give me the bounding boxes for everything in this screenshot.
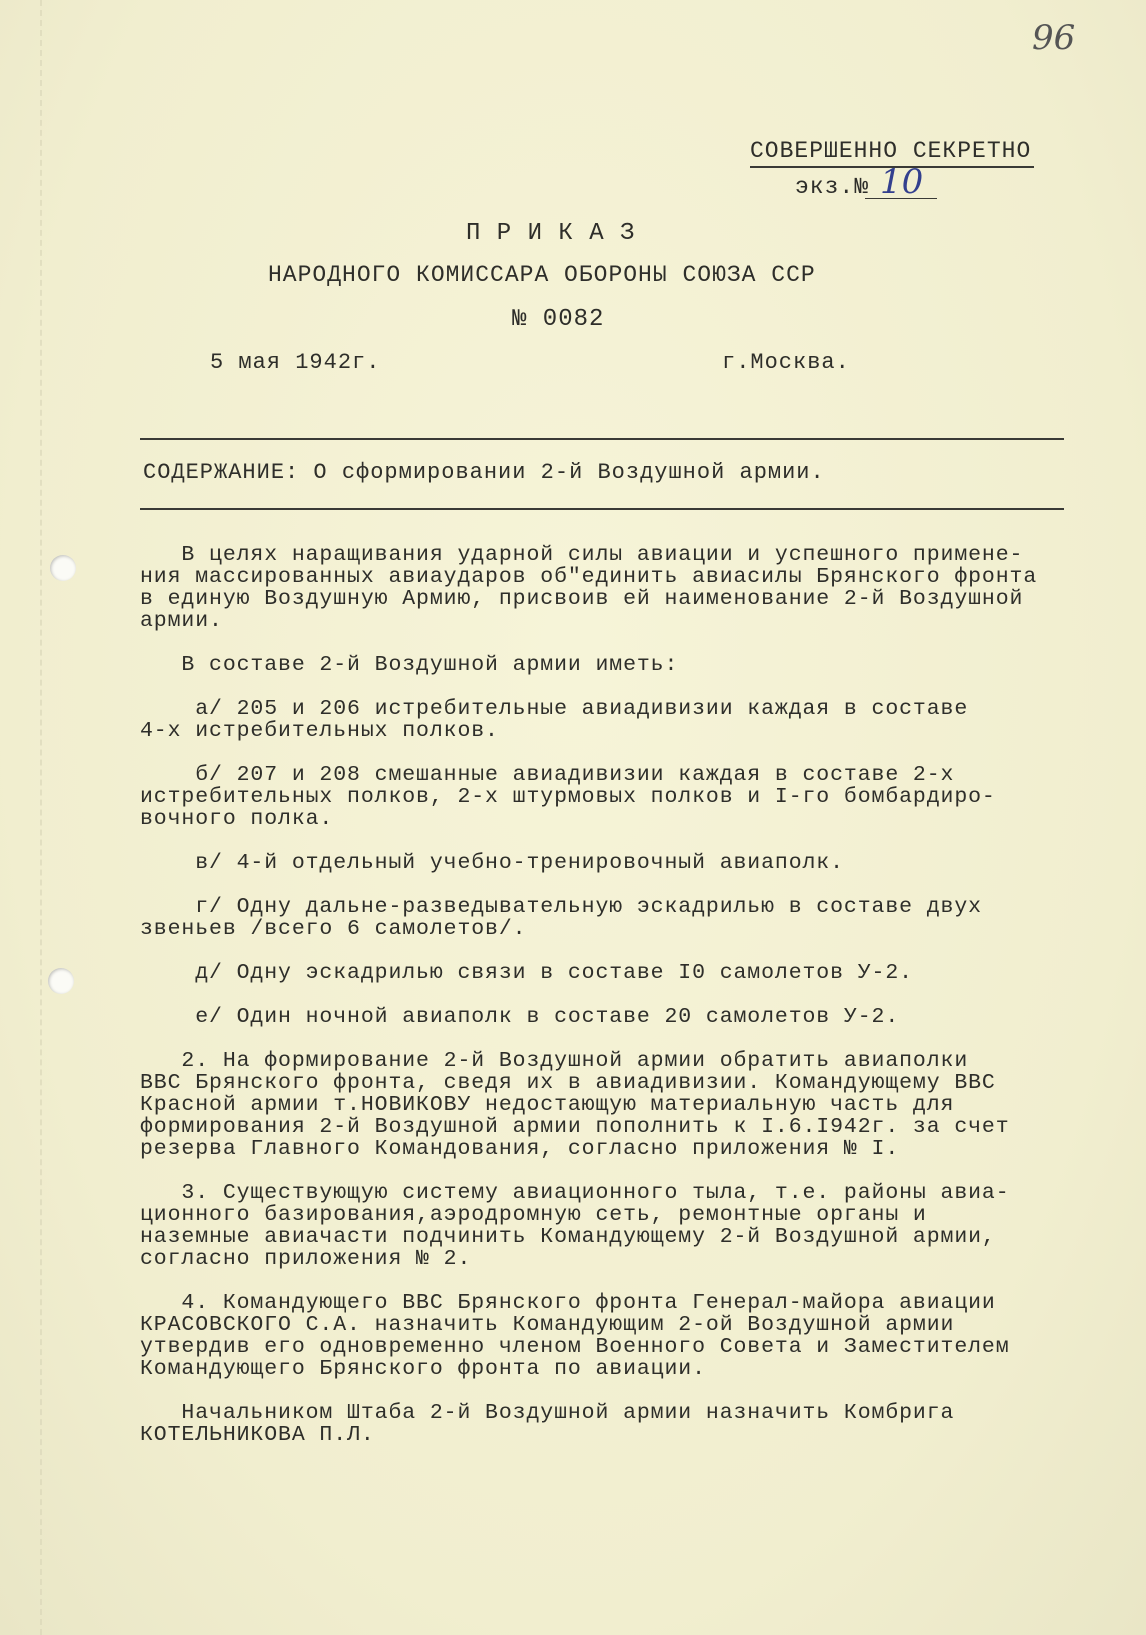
body-line: ционного базирования,аэродромную сеть, ремонтные органы и	[140, 1203, 927, 1227]
body-line: е/ Один ночной авиаполк в составе 20 самолетов У-2.	[140, 1005, 900, 1029]
body-line: КОТЕЛЬНИКОВА П.Л.	[140, 1423, 375, 1447]
body-line: наземные авиачасти подчинить Командующему 2-й Воздушной армии,	[140, 1225, 996, 1249]
copy-number: 10	[880, 162, 924, 202]
margin-line	[40, 0, 42, 1635]
body-line	[140, 676, 1060, 698]
bottom-divider	[140, 508, 1064, 510]
body-line: звеньев /всего 6 самолетов/.	[140, 917, 527, 941]
body-line: Красной армии т.НОВИКОВУ недостающую материальную часть для	[140, 1093, 955, 1117]
body-line: 4-х истребительных полков.	[140, 719, 499, 743]
body-line: В составе 2-й Воздушной армии иметь:	[140, 653, 679, 677]
body-text	[140, 544, 1060, 1446]
body-line	[140, 1380, 1060, 1402]
body-line: вочного полка.	[140, 807, 334, 831]
body-line: резерва Главного Командования, согласно приложения № I.	[140, 1137, 900, 1161]
body-line: утвердив его одновременно членом Военного Совета и Заместителем	[140, 1335, 1010, 1359]
document-title: П Р И К А З	[466, 220, 636, 247]
body-line	[140, 1160, 1060, 1182]
punch-hole	[48, 968, 74, 994]
order-date: 5 мая 1942г.	[210, 350, 381, 375]
body-line	[140, 632, 1060, 654]
body-line: в/ 4-й отдельный учебно-тренировочный авиаполк.	[140, 851, 844, 875]
body-line	[140, 830, 1060, 852]
page-number: 96	[1032, 18, 1076, 58]
body-line: армии.	[140, 609, 223, 633]
body-line: ния массированных авиаударов об"единить авиасилы Брянского фронта	[140, 565, 1038, 589]
punch-hole	[50, 555, 76, 581]
body-line: формирования 2-й Воздушной армии пополнить к I.6.I942г. за счет	[140, 1115, 1010, 1139]
body-line	[140, 1270, 1060, 1292]
body-line	[140, 984, 1060, 1006]
copy-label: экз.№	[795, 174, 870, 200]
body-line	[140, 874, 1060, 896]
body-line: истребительных полков, 2-х штурмовых полков и I-го бомбардиро-	[140, 785, 996, 809]
body-line: 3. Существующую систему авиационного тыла, т.е. районы авиа-	[140, 1181, 1010, 1205]
subject-line: СОДЕРЖАНИЕ: О сформировании 2-й Воздушной армии.	[143, 460, 825, 485]
body-line: в единую Воздушную Армию, присвоив ей наименование 2-й Воздушной	[140, 587, 1024, 611]
body-line: Начальником Штаба 2-й Воздушной армии назначить Комбрига	[140, 1401, 955, 1425]
issuer: НАРОДНОГО КОМИССАРА ОБОРОНЫ СОЮЗА ССР	[268, 262, 816, 288]
classification-stamp: СОВЕРШЕННО СЕКРЕТНО	[750, 138, 1032, 164]
body-line: ВВС Брянского фронта, сведя их в авиадивизии. Командующему ВВС	[140, 1071, 996, 1095]
body-line	[140, 1028, 1060, 1050]
top-divider	[140, 438, 1064, 440]
body-line: г/ Одну дальне-разведывательную эскадрилью в составе двух	[140, 895, 982, 919]
body-line	[140, 742, 1060, 764]
copy-number-underline	[865, 198, 937, 199]
order-place: г.Москва.	[722, 350, 850, 375]
body-line: В целях наращивания ударной силы авиации и успешного примене-	[140, 543, 1024, 567]
order-number: № 0082	[512, 306, 605, 333]
body-line: а/ 205 и 206 истребительные авиадивизии каждая в составе	[140, 697, 969, 721]
body-line: КРАСОВСКОГО С.А. назначить Командующим 2-ой Воздушной армии	[140, 1313, 955, 1337]
body-line: 2. На формирование 2-й Воздушной армии обратить авиаполки	[140, 1049, 969, 1073]
body-line: б/ 207 и 208 смешанные авиадивизии каждая в составе 2-х	[140, 763, 955, 787]
body-line: согласно приложения № 2.	[140, 1247, 472, 1271]
body-line: 4. Командующего ВВС Брянского фронта Генерал-майора авиации	[140, 1291, 996, 1315]
body-line	[140, 940, 1060, 962]
body-line: д/ Одну эскадрилью связи в составе I0 самолетов У-2.	[140, 961, 913, 985]
body-line: Командующего Брянского фронта по авиации.	[140, 1357, 706, 1381]
